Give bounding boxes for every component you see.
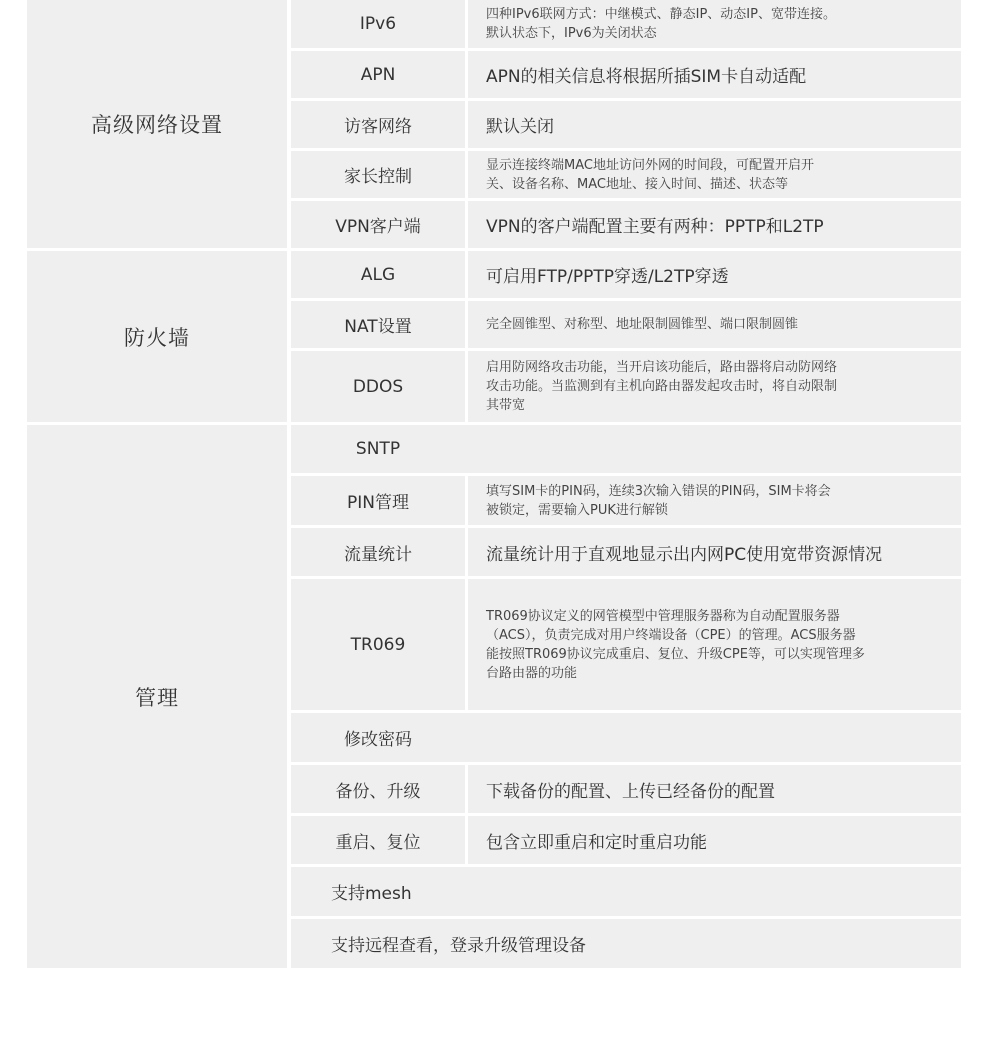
description-cell: 可启用FTP/PPTP穿透/L2TP穿透 [468,251,961,298]
description-cell-empty [465,713,961,762]
feature-cell: IPv6 [291,0,465,48]
category-advanced-network: 高级网络设置 [27,0,287,248]
feature-cell: 重启、复位 [291,816,465,864]
feature-cell-wide: 支持远程查看，登录升级管理设备 [291,919,961,968]
feature-cell: NAT设置 [291,301,465,348]
description-cell: VPN的客户端配置主要有两种：PPTP和L2TP [468,201,961,248]
description-cell: 完全圆锥型、对称型、地址限制圆锥型、端口限制圆锥 [468,301,961,348]
feature-cell: 家长控制 [291,151,465,198]
category-firewall: 防火墙 [27,251,287,422]
description-cell: 填写SIM卡的PIN码，连续3次输入错误的PIN码，SIM卡将会 被锁定，需要输入PUK进行解锁 [468,476,961,525]
category-management: 管理 [27,425,287,968]
description-cell: 默认关闭 [468,101,961,148]
description-cell: APN的相关信息将根据所插SIM卡自动适配 [468,51,961,98]
description-cell: 流量统计用于直观地显示出内网PC使用宽带资源情况 [468,528,961,576]
description-cell: 四种IPv6联网方式：中继模式、静态IP、动态IP、宽带连接。 默认状态下，IPv6为关闭状态 [468,0,961,48]
feature-cell: SNTP [291,425,465,473]
feature-cell: DDOS [291,351,465,422]
description-cell: 显示连接终端MAC地址访问外网的时间段，可配置开启开 关、设备名称、MAC地址、接入时间、描述、状态等 [468,151,961,198]
feature-cell: 修改密码 [291,713,465,762]
feature-cell: 备份、升级 [291,765,465,813]
description-cell: 启用防网络攻击功能，当开启该功能后，路由器将启动防网络 攻击功能。当监测到有主机向路由器发起攻击时，将自动限制 其带宽 [468,351,961,422]
description-cell: 下载备份的配置、上传已经备份的配置 [468,765,961,813]
feature-cell: APN [291,51,465,98]
description-cell-empty [465,425,961,473]
feature-cell: ALG [291,251,465,298]
feature-cell-wide: 支持mesh [291,867,961,916]
description-cell: TR069协议定义的网管模型中管理服务器称为自动配置服务器 （ACS），负责完成对用户终端设备（CPE）的管理。ACS服务器 能按照TR069协议完成重启、复位、升级CPE等，可以实现管理多 台路由器的功能 [468,579,961,710]
feature-cell: PIN管理 [291,476,465,525]
description-cell: 包含立即重启和定时重启功能 [468,816,961,864]
feature-cell: 访客网络 [291,101,465,148]
feature-cell: 流量统计 [291,528,465,576]
feature-cell: VPN客户端 [291,201,465,248]
feature-cell: TR069 [291,579,465,710]
